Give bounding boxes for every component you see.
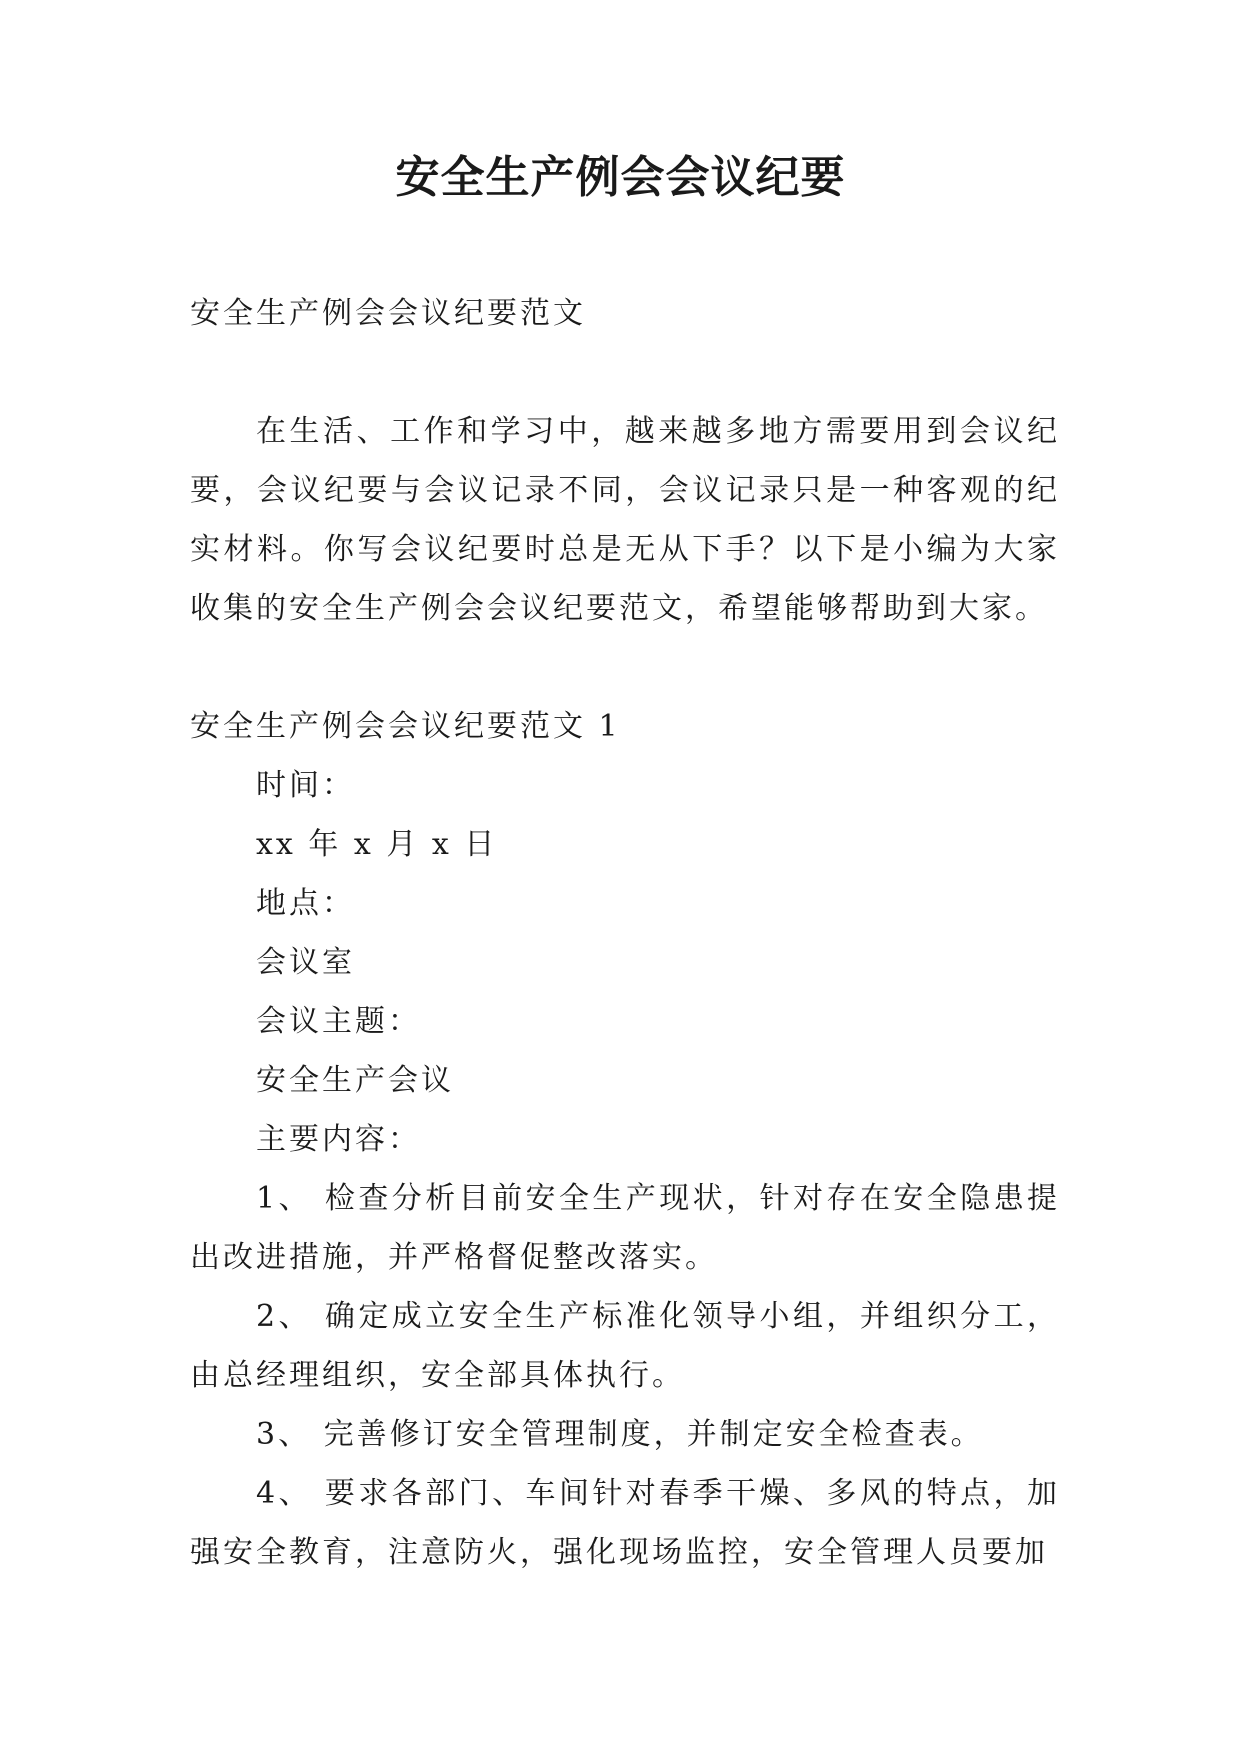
topic-label: 会议主题： xyxy=(256,1004,421,1039)
content-label: 主要内容： xyxy=(256,1122,421,1157)
spacer xyxy=(190,638,1060,697)
spacer xyxy=(190,343,1060,402)
list-item: 3、 完善修订安全管理制度，并制定安全检查表。 xyxy=(256,1417,984,1452)
intro-paragraph: 在生活、工作和学习中，越来越多地方需要用到会议纪要，会议纪要与会议记录不同，会议记录只是一种客观的纪实材料。你写会议纪要时总是无从下手？以下是小编为大家收集的安全生产例会会议纪要范文，希望能够帮助到大家。 xyxy=(190,414,1060,626)
list-item: 2、 确定成立安全生产标准化领导小组，并组织分工，由总经理组织，安全部具体执行。 xyxy=(190,1299,1060,1393)
list-item: 4、 要求各部门、车间针对春季干燥、多风的特点，加强安全教育，注意防火，强化现场监控，安全管理人员要加 xyxy=(190,1476,1060,1570)
document-title: 安全生产例会会议纪要 xyxy=(395,152,846,203)
subtitle: 安全生产例会会议纪要范文 xyxy=(190,296,586,331)
time-label: 时间： xyxy=(256,768,355,803)
document-body xyxy=(190,284,1060,1582)
list-item: 1、 检查分析目前安全生产现状，针对存在安全隐患提出改进措施，并严格督促整改落实。 xyxy=(190,1181,1060,1275)
section-heading: 安全生产例会会议纪要范文 1 xyxy=(190,709,621,744)
place-value: 会议室 xyxy=(256,945,355,980)
time-value: xx 年 x 月 x 日 xyxy=(256,827,498,862)
topic-value: 安全生产会议 xyxy=(256,1063,454,1098)
place-label: 地点： xyxy=(256,886,355,921)
